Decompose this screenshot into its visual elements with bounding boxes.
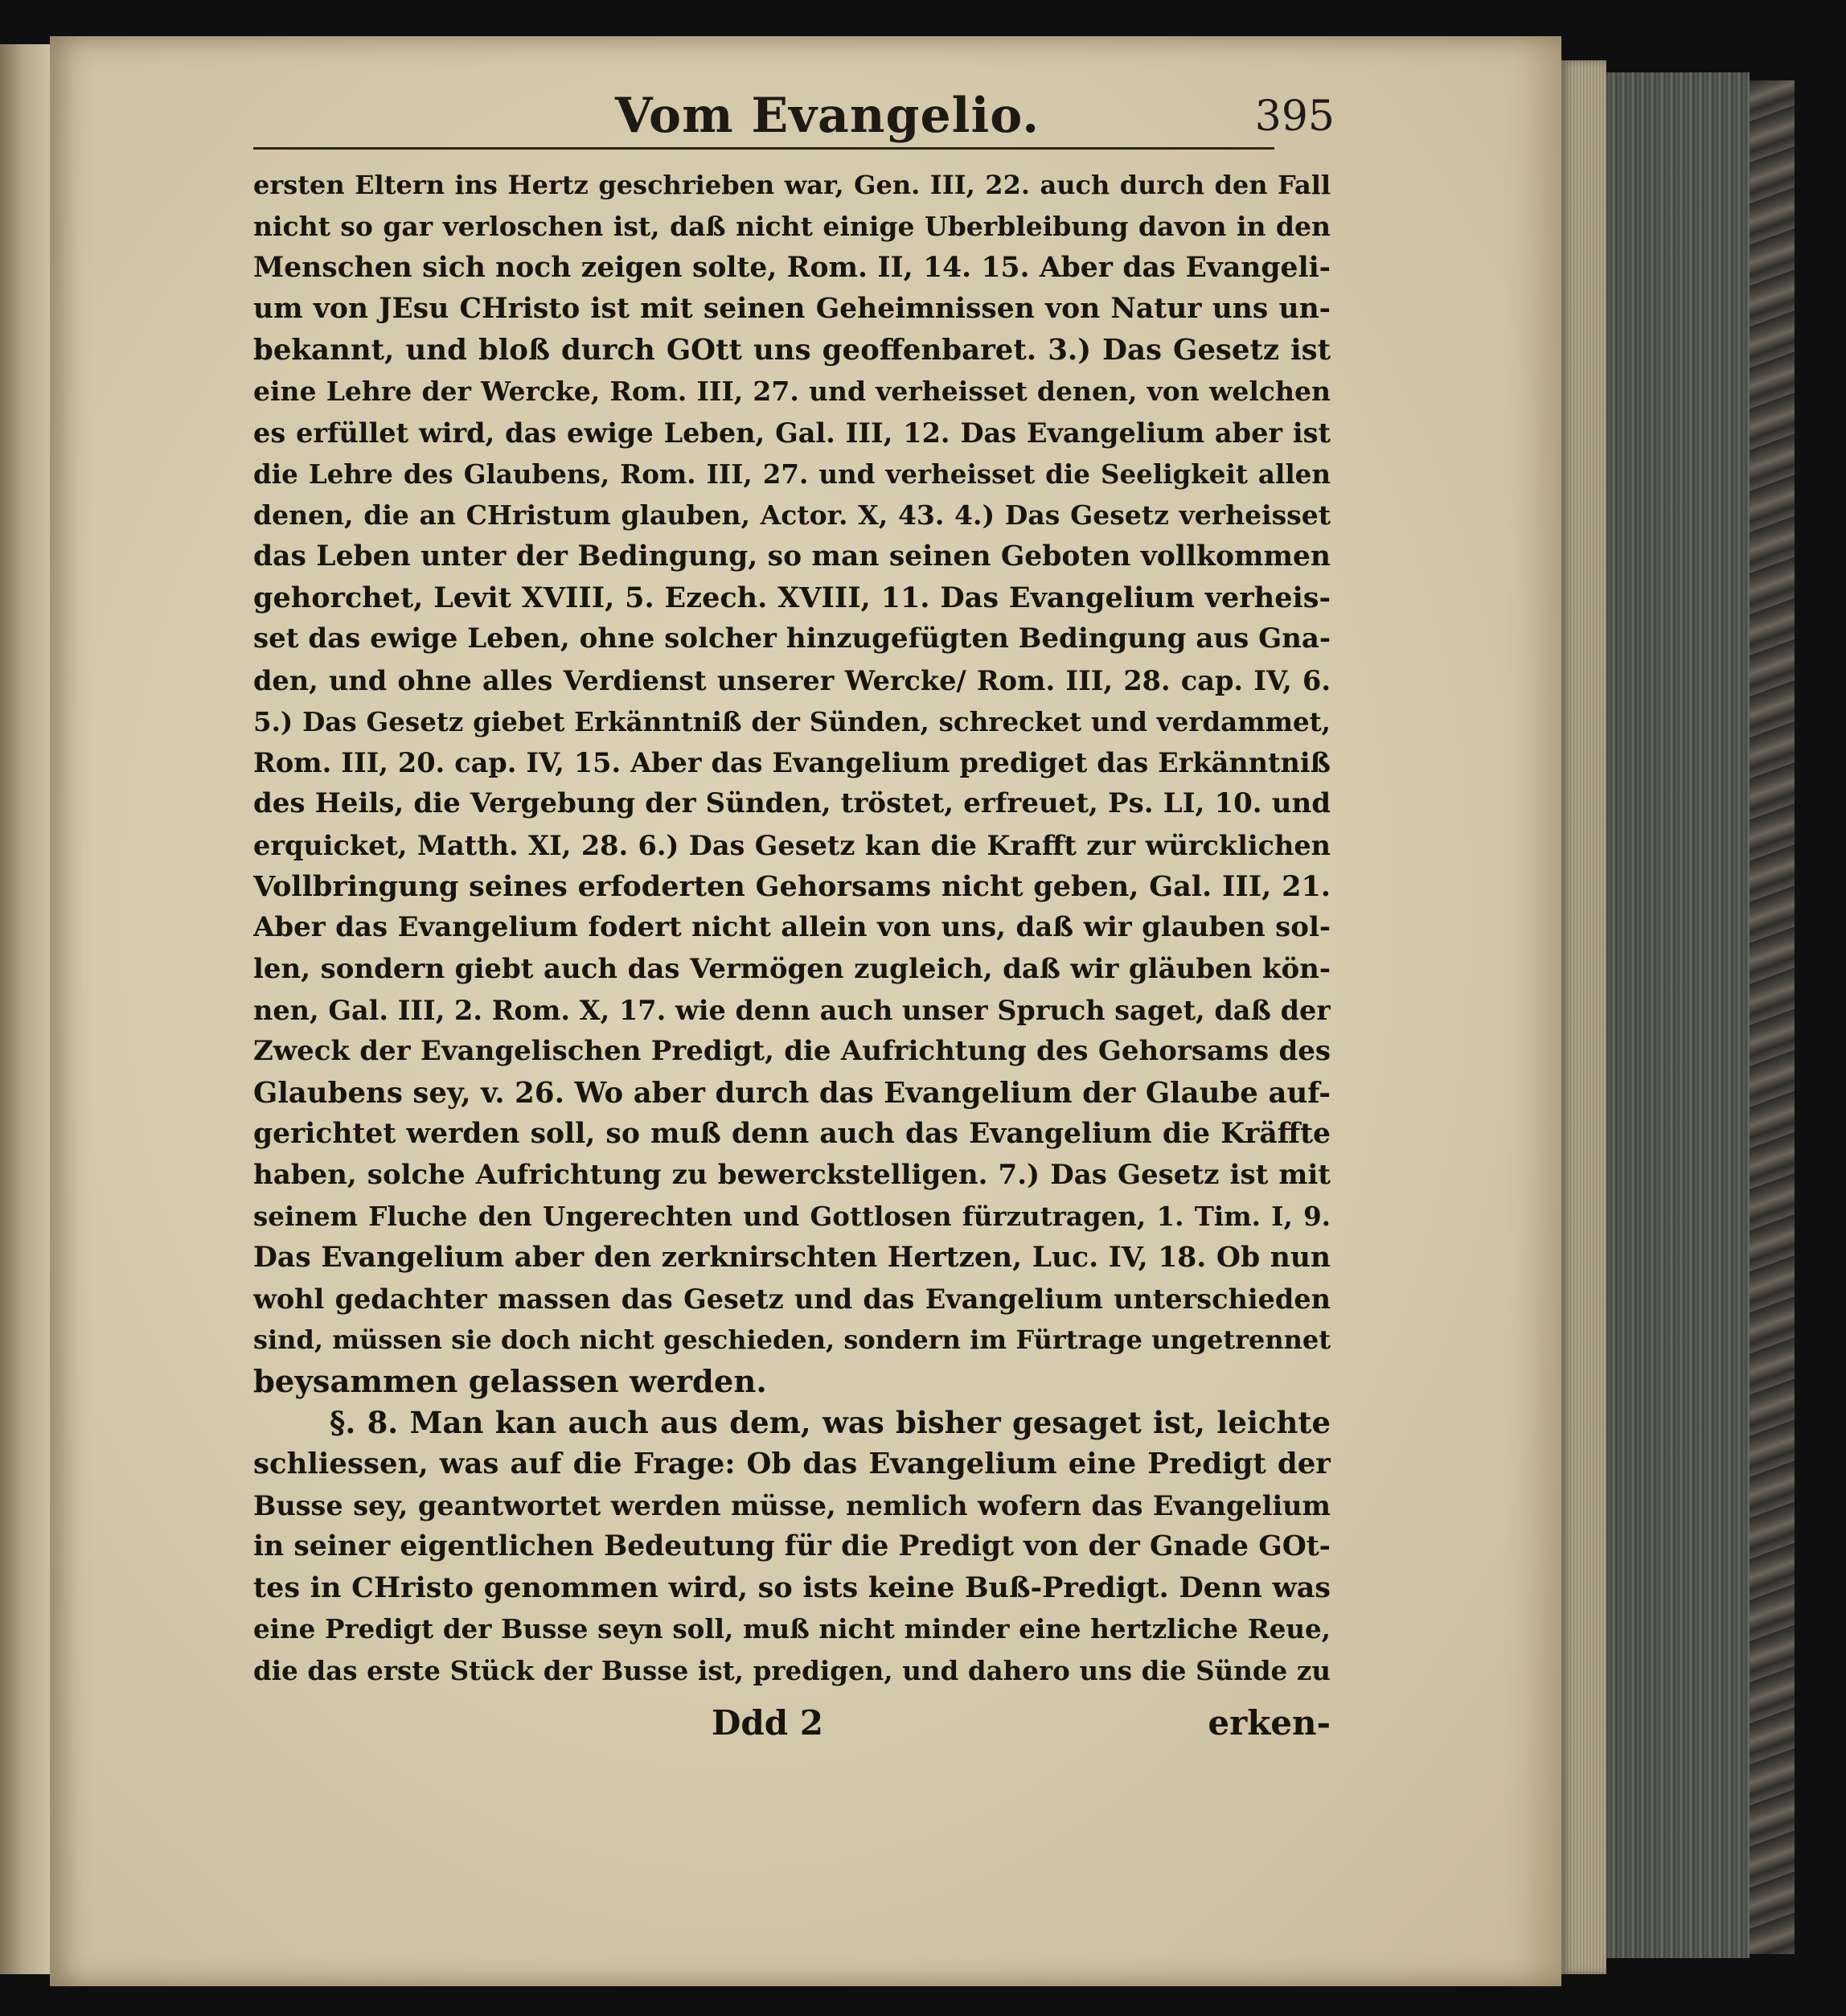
text-line: ersten Eltern ins Hertz geschrieben war, Gen. III, 22. auch durch den Fall	[253, 170, 1331, 200]
text-line: Vollbringung seines erfoderten Gehorsams nicht geben, Gal. III, 21.	[253, 870, 1331, 904]
text-line: nicht so gar verloschen ist, daß nicht einige Uberbleibung davon in den	[253, 211, 1331, 243]
page-header	[253, 84, 1343, 149]
text-line: Rom. III, 20. cap. IV, 15. Aber das Evangelium prediget das Erkänntniß	[253, 747, 1331, 779]
body-text	[253, 165, 1331, 1691]
catchword: erken-	[1208, 1703, 1331, 1743]
text-line: bekannt, und bloß durch GOtt uns geoffenbaret. 3.) Das Gesetz ist	[253, 334, 1331, 367]
text-line: schliessen, was auf die Frage: Ob das Evangelium eine Predigt der	[253, 1447, 1331, 1481]
page-footer	[253, 1703, 1331, 1751]
text-line: Busse sey, geantwortet werden müsse, nemlich wofern das Evangelium	[253, 1489, 1331, 1521]
section-8-first-line: §. 8. Man kan auch aus dem, was bisher gesaget ist, leichte	[330, 1404, 1331, 1440]
text-line: Zweck der Evangelischen Predigt, die Aufrichtung des Gehorsams des	[253, 1035, 1331, 1068]
text-line: den, und ohne alles Verdienst unserer Wercke/ Rom. III, 28. cap. IV, 6.	[253, 664, 1331, 696]
text-line: eine Predigt der Busse seyn soll, muß nicht minder eine hertzliche Reue,	[253, 1613, 1331, 1645]
text-line: haben, solche Aufrichtung zu bewerckstelligen. 7.) Das Gesetz ist mit	[253, 1159, 1331, 1192]
header-rule	[253, 147, 1274, 150]
text-line: Glaubens sey, v. 26. Wo aber durch das Evangelium der Glaube auf-	[253, 1076, 1331, 1110]
text-line: Menschen sich noch zeigen solte, Rom. II, 14. 15. Aber das Evangeli-	[253, 251, 1331, 284]
text-line: gehorchet, Levit XVIII, 5. Ezech. XVIII, 11. Das Evangelium verheis-	[253, 581, 1331, 614]
page-number: 395	[1254, 92, 1335, 141]
left-page-edge	[0, 44, 50, 1974]
text-line: das Leben unter der Bedingung, so man seinen Geboten vollkommen	[253, 540, 1331, 573]
text-line: die Lehre des Glaubens, Rom. III, 27. und verheisset die Seeligkeit allen	[253, 458, 1331, 491]
text-line: um von JEsu CHristo ist mit seinen Geheimnissen von Natur uns un-	[253, 292, 1331, 325]
text-line: gerichtet werden soll, so muß denn auch das Evangelium die Kräffte	[253, 1117, 1331, 1150]
text-line: set das ewige Leben, ohne solcher hinzugefügten Bedingung aus Gna-	[253, 622, 1331, 655]
text-line: denen, die an CHristum glauben, Actor. X, 43. 4.) Das Gesetz verheisset	[253, 499, 1331, 532]
text-line: des Heils, die Vergebung der Sünden, tröstet, erfreuet, Ps. LI, 10. und	[253, 787, 1331, 820]
text-line: tes in CHristo genommen wird, so ists keine Buß-Predigt. Denn was	[253, 1571, 1331, 1605]
text-line: sind, müssen sie doch nicht geschieden, sondern im Fürtrage ungetrennet	[253, 1324, 1331, 1356]
text-line: in seiner eigentlichen Bedeutung für die Predigt von der Gnade GOt-	[253, 1529, 1331, 1562]
text-line: Aber das Evangelium fodert nicht allein von uns, daß wir glauben sol-	[253, 911, 1331, 944]
text-line: erquicket, Matth. XI, 28. 6.) Das Gesetz kan die Krafft zur würcklichen	[253, 829, 1331, 861]
text-line: nen, Gal. III, 2. Rom. X, 17. wie denn auch unser Spruch saget, daß der	[253, 994, 1331, 1026]
text-line: eine Lehre der Wercke, Rom. III, 27. und verheisset denen, von welchen	[253, 376, 1331, 408]
text-line: Das Evangelium aber den zerknirschten Hertzen, Luc. IV, 18. Ob nun	[253, 1241, 1331, 1274]
signature-mark: Ddd 2	[712, 1703, 824, 1743]
page-stack-edge	[1561, 60, 1606, 1974]
text-line: len, sondern giebt auch das Vermögen zugleich, daß wir gläuben kön-	[253, 952, 1331, 985]
marbled-cover-board	[1750, 80, 1795, 1954]
book-fore-edge	[1606, 72, 1750, 1958]
running-head: Vom Evangelio.	[615, 88, 1040, 144]
paragraph-end-line: beysammen gelassen werden.	[253, 1363, 767, 1400]
text-line: wohl gedachter massen das Gesetz und das Evangelium unterschieden	[253, 1283, 1331, 1316]
text-line: die das erste Stück der Busse ist, predigen, und dahero uns die Sünde zu	[253, 1654, 1331, 1686]
text-line: seinem Fluche den Ungerechten und Gottlosen fürzutragen, 1. Tim. I, 9.	[253, 1201, 1331, 1233]
text-line: es erfüllet wird, das ewige Leben, Gal. III, 12. Das Evangelium aber ist	[253, 417, 1331, 449]
text-line: 5.) Das Gesetz giebet Erkänntniß der Sünden, schrecket und verdammet,	[253, 705, 1331, 737]
